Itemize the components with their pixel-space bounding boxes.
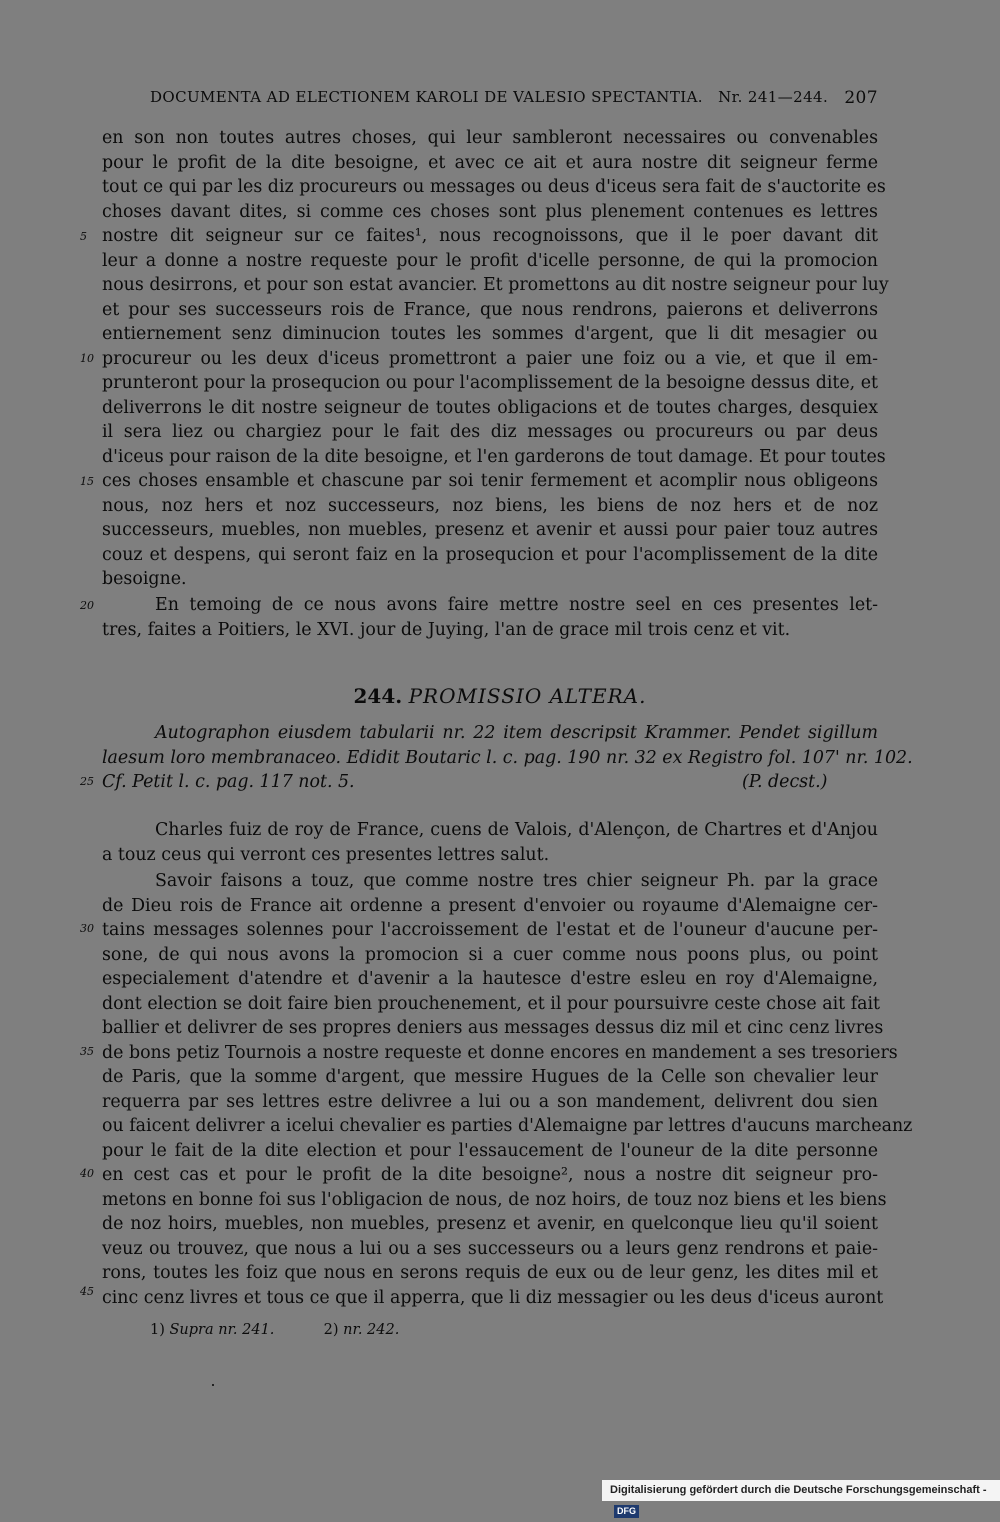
text-line: metons en bonne foi sus l'obligacion de nous, de noz hoirs, de touz noz biens et les biens bbox=[102, 1189, 887, 1210]
text-line: especialement d'atendre et d'avenir a la hautesce d'estre esleu en roy d'Alemaigne, bbox=[102, 969, 878, 989]
footnote-text: nr. 242. bbox=[343, 1322, 400, 1338]
line-number: 20 bbox=[80, 599, 94, 612]
document-title bbox=[0, 684, 1000, 708]
line-number: 35 bbox=[80, 1045, 94, 1058]
text-line: en son non toutes autres choses, qui leur sambleront necessaires ou convenables bbox=[102, 128, 878, 148]
speck bbox=[212, 1384, 214, 1386]
text-line: d'iceus pour raison de la dite besoigne, et l'en garderons de tout damage. Et pour toutes bbox=[102, 446, 886, 467]
line-number: 25 bbox=[80, 775, 94, 788]
doc-range: Nr. 241—244. bbox=[718, 88, 829, 106]
text-line: Savoir faisons a touz, que comme nostre tres chier seigneur Ph. par la grace bbox=[155, 871, 878, 891]
footnote-number: 1) bbox=[150, 1322, 165, 1338]
text-line: besoigne. bbox=[102, 569, 187, 589]
page-number: 207 bbox=[844, 88, 878, 108]
text-line: rons, toutes les foiz que nous en serons requis de eux ou de leur genz, les dites mil et bbox=[102, 1263, 878, 1283]
digitization-footer bbox=[602, 1480, 1000, 1516]
footnote-number: 2) bbox=[323, 1322, 339, 1338]
text-line: entiernement senz diminucion toutes les sommes d'argent, que li dit mesagier ou bbox=[102, 324, 878, 344]
text-line: tains messages solennes pour l'accroissement de l'estat et de l'ouneur d'aucune per- bbox=[102, 920, 878, 940]
text-line: leur a donne a nostre requeste pour le profit d'icelle personne, de qui la promocion bbox=[102, 250, 878, 271]
footer-credit: Digitalisierung gefördert durch die Deutsche Forschungsgemeinschaft - bbox=[610, 1484, 987, 1496]
text-line: En temoing de ce nous avons faire mettre nostre seel en ces presentes let- bbox=[155, 595, 878, 615]
text-line: dont election se doit faire bien prouchenement, et il pour poursuivre ceste chose ait fait bbox=[102, 993, 881, 1014]
text-line: veuz ou trouvez, que nous a lui ou a ses successeurs ou a leurs genz rendrons et paie- bbox=[102, 1238, 878, 1259]
line-number: 15 bbox=[80, 475, 94, 488]
line-number: 10 bbox=[80, 352, 94, 365]
document-heading: PROMISSIO ALTERA. bbox=[408, 684, 647, 708]
text-line: de noz hoirs, muebles, non muebles, presenz et avenir, en quelconque lieu qu'il soient bbox=[102, 1214, 878, 1234]
source-line: Cf. Petit l. c. pag. 117 not. 5. bbox=[102, 772, 355, 792]
text-line: nous, noz hers et noz successeurs, noz biens, les biens de noz hers et de noz bbox=[102, 495, 878, 516]
text-line: procureur ou les deux d'iceus promettront a paier une foiz ou a vie, et que il em- bbox=[102, 348, 878, 369]
text-line: ou faicent delivrer a icelui chevalier es parties d'Alemaigne par lettres d'aucuns marcheanz bbox=[102, 1116, 913, 1136]
text-line: de Paris, que la somme d'argent, que messire Hugues de la Celle son chevalier leur bbox=[102, 1067, 878, 1087]
footnote-text: Supra nr. 241. bbox=[169, 1322, 275, 1338]
line-number: 40 bbox=[80, 1167, 94, 1180]
text-line: requerra par ses lettres estre delivree a lui ou a son mandement, delivrent dou sien bbox=[102, 1091, 878, 1112]
text-line: ballier et delivrer de ses propres deniers aus messages dessus diz mil et cinc cenz livres bbox=[102, 1018, 884, 1038]
source-line: Autographon eiusdem tabularii nr. 22 item descripsit Krammer. Pendet sigillum bbox=[155, 723, 878, 743]
text-line: ces choses ensamble et chascune par soi tenir fermement et acomplir nous obligeons bbox=[102, 471, 878, 491]
document-number: 244. bbox=[353, 684, 403, 708]
text-line: tres, faites a Poitiers, le XVI. jour de Juying, l'an de grace mil trois cenz et vit. bbox=[102, 619, 791, 640]
text-line: nous desirrons, et pour son estat avancier. Et promettons au dit nostre seigneur pour luy bbox=[102, 275, 889, 295]
text-line: choses davant dites, si comme ces choses sont plus plenement contenues es lettres bbox=[102, 201, 878, 222]
source-line: laesum loro membranaceo. Edidit Boutaric l. c. pag. 190 nr. 32 ex Registro fol. 107' nr. 102. bbox=[102, 747, 913, 768]
text-line: il sera liez ou chargiez pour le fait des diz messages ou procureurs ou par deus bbox=[102, 422, 878, 442]
running-title: DOCUMENTA AD ELECTIONEM KAROLI DE VALESIO SPECTANTIA. bbox=[150, 88, 703, 106]
text-line: de Dieu rois de France ait ordenne a present d'envoier ou royaume d'Alemaigne cer- bbox=[102, 895, 878, 916]
text-line: successeurs, muebles, non muebles, presenz et avenir et aussi pour paier touz autres bbox=[102, 520, 878, 540]
dfg-logo-icon: DFG bbox=[614, 1505, 639, 1518]
text-line: en cest cas et pour le profit de la dite besoigne², nous a nostre dit seigneur pro- bbox=[102, 1165, 878, 1185]
running-header bbox=[150, 88, 878, 106]
text-line: tout ce qui par les diz procureurs ou messages ou deus d'iceus sera fait de s'auctorite es bbox=[102, 177, 886, 197]
text-line: pour le profit de la dite besoigne, et avec ce ait et aura nostre dit seigneur ferme bbox=[102, 152, 878, 173]
text-line: Charles fuiz de roy de France, cuens de Valois, d'Alençon, de Chartres et d'Anjou bbox=[155, 820, 878, 840]
source-note: (P. decst.) bbox=[742, 772, 828, 792]
text-line: nostre dit seigneur sur ce faites¹, nous recognoissons, que il le poer davant dit bbox=[102, 226, 878, 246]
text-line: couz et despens, qui seront faiz en la prosequcion et pour l'acomplissement de la dite bbox=[102, 544, 878, 565]
line-number: 30 bbox=[80, 922, 94, 935]
text-line: pour le fait de la dite election et pour l'essaucement de l'ouneur de la dite personne bbox=[102, 1140, 878, 1161]
text-line: deliverrons le dit nostre seigneur de toutes obligacions et de toutes charges, desquiex bbox=[102, 397, 878, 418]
text-line: a touz ceus qui verront ces presentes lettres salut. bbox=[102, 844, 550, 865]
text-line: cinc cenz livres et tous ce que il apperra, que li diz messagier ou les deus d'iceus auront bbox=[102, 1287, 884, 1308]
text-line: sone, de qui nous avons la promocion si a cuer comme nous poons plus, ou point bbox=[102, 944, 878, 965]
footnotes bbox=[150, 1322, 399, 1338]
text-line: de bons petiz Tournois a nostre requeste et donne encores en mandement a ses tresoriers bbox=[102, 1042, 898, 1063]
text-line: prunteront pour la prosequcion ou pour l'acomplissement de la besoigne dessus dite, et bbox=[102, 373, 879, 393]
text-line: et pour ses successeurs rois de France, que nous rendrons, paierons et deliverrons bbox=[102, 299, 878, 320]
line-number: 5 bbox=[80, 230, 87, 243]
line-number: 45 bbox=[80, 1285, 94, 1298]
